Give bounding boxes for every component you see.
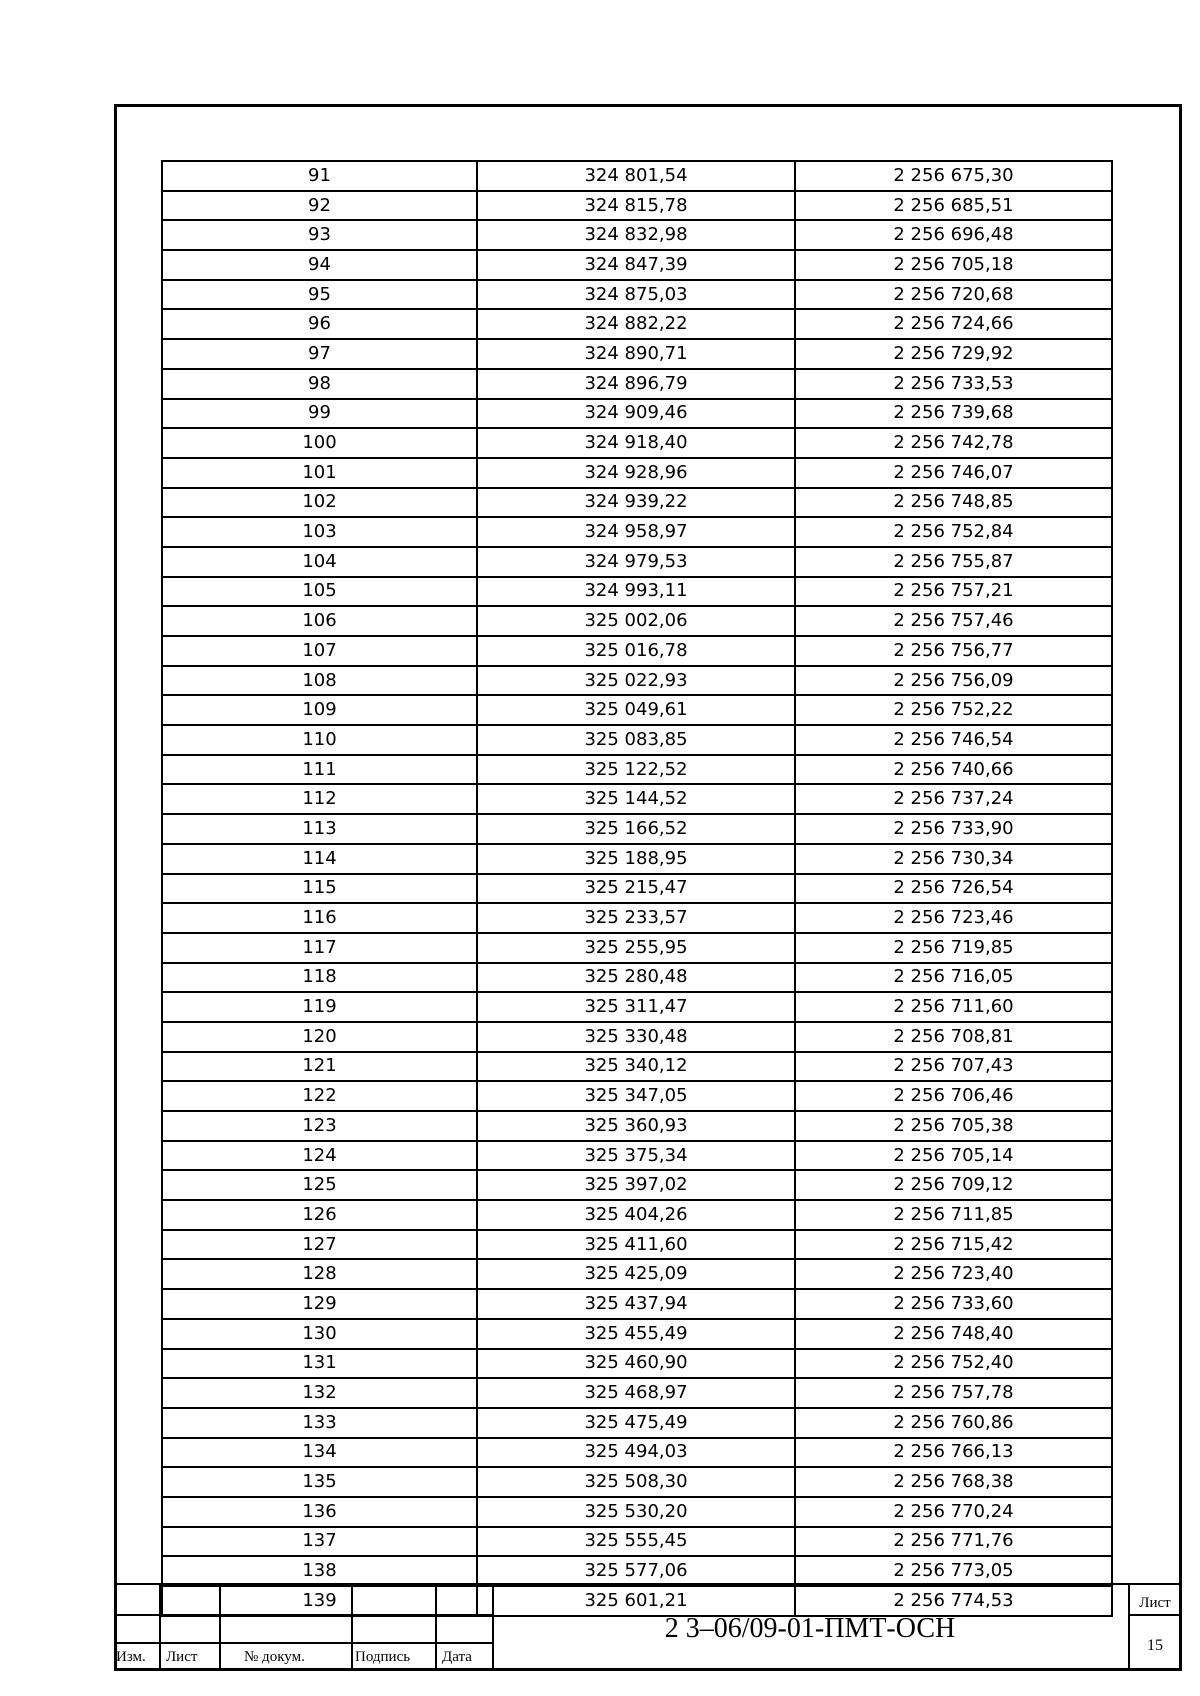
- point-number-cell: 108: [162, 666, 477, 696]
- table-row: [162, 1289, 1112, 1319]
- point-number-cell: 139: [162, 1586, 477, 1616]
- y-coordinate-cell: 2 256 724,66: [795, 309, 1112, 339]
- point-number-cell: 105: [162, 577, 477, 607]
- x-coordinate-cell: 324 896,79: [477, 369, 795, 399]
- point-number-cell: 94: [162, 250, 477, 280]
- y-coordinate-cell: 2 256 705,14: [795, 1141, 1112, 1171]
- coordinates-table-body: [162, 161, 1112, 1616]
- stamp-col-izm: Изм.: [116, 1649, 146, 1665]
- y-coordinate-cell: 2 256 739,68: [795, 399, 1112, 429]
- coordinates-table: [161, 160, 1113, 1617]
- point-number-cell: 130: [162, 1319, 477, 1349]
- y-coordinate-cell: 2 256 752,84: [795, 517, 1112, 547]
- x-coordinate-cell: 325 404,26: [477, 1200, 795, 1230]
- y-coordinate-cell: 2 256 716,05: [795, 963, 1112, 993]
- x-coordinate-cell: 324 875,03: [477, 280, 795, 310]
- table-row: [162, 1408, 1112, 1438]
- x-coordinate-cell: 324 890,71: [477, 339, 795, 369]
- y-coordinate-cell: 2 256 708,81: [795, 1022, 1112, 1052]
- y-coordinate-cell: 2 256 770,24: [795, 1497, 1112, 1527]
- x-coordinate-cell: 325 233,57: [477, 903, 795, 933]
- x-coordinate-cell: 325 144,52: [477, 784, 795, 814]
- y-coordinate-cell: 2 256 755,87: [795, 547, 1112, 577]
- point-number-cell: 135: [162, 1467, 477, 1497]
- x-coordinate-cell: 324 909,46: [477, 399, 795, 429]
- table-row: [162, 339, 1112, 369]
- y-coordinate-cell: 2 256 757,21: [795, 577, 1112, 607]
- x-coordinate-cell: 325 347,05: [477, 1081, 795, 1111]
- point-number-cell: 119: [162, 992, 477, 1022]
- x-coordinate-cell: 325 330,48: [477, 1022, 795, 1052]
- y-coordinate-cell: 2 256 746,07: [795, 458, 1112, 488]
- point-number-cell: 115: [162, 874, 477, 904]
- x-coordinate-cell: 324 847,39: [477, 250, 795, 280]
- x-coordinate-cell: 325 016,78: [477, 636, 795, 666]
- point-number-cell: 137: [162, 1527, 477, 1557]
- table-row: [162, 814, 1112, 844]
- table-row: [162, 874, 1112, 904]
- point-number-cell: 106: [162, 606, 477, 636]
- table-row: [162, 428, 1112, 458]
- x-coordinate-cell: 325 530,20: [477, 1497, 795, 1527]
- sheet-number: 15: [1147, 1637, 1163, 1654]
- x-coordinate-cell: 325 340,12: [477, 1052, 795, 1082]
- point-number-cell: 114: [162, 844, 477, 874]
- title-block: [114, 1583, 1182, 1671]
- y-coordinate-cell: 2 256 760,86: [795, 1408, 1112, 1438]
- x-coordinate-cell: 325 311,47: [477, 992, 795, 1022]
- y-coordinate-cell: 2 256 733,53: [795, 369, 1112, 399]
- y-coordinate-cell: 2 256 723,46: [795, 903, 1112, 933]
- point-number-cell: 99: [162, 399, 477, 429]
- x-coordinate-cell: 324 993,11: [477, 577, 795, 607]
- point-number-cell: 93: [162, 220, 477, 250]
- x-coordinate-cell: 325 002,06: [477, 606, 795, 636]
- point-number-cell: 111: [162, 755, 477, 785]
- table-row: [162, 1438, 1112, 1468]
- y-coordinate-cell: 2 256 752,22: [795, 695, 1112, 725]
- point-number-cell: 138: [162, 1556, 477, 1586]
- stamp-col-doc: № докум.: [244, 1649, 305, 1665]
- x-coordinate-cell: 325 375,34: [477, 1141, 795, 1171]
- point-number-cell: 118: [162, 963, 477, 993]
- x-coordinate-cell: 325 049,61: [477, 695, 795, 725]
- x-coordinate-cell: 325 460,90: [477, 1349, 795, 1379]
- point-number-cell: 103: [162, 517, 477, 547]
- y-coordinate-cell: 2 256 757,78: [795, 1378, 1112, 1408]
- table-row: [162, 1556, 1112, 1586]
- y-coordinate-cell: 2 256 715,42: [795, 1230, 1112, 1260]
- y-coordinate-cell: 2 256 756,09: [795, 666, 1112, 696]
- point-number-cell: 132: [162, 1378, 477, 1408]
- table-row: [162, 725, 1112, 755]
- table-row: [162, 547, 1112, 577]
- stamp-col-sign: Подпись: [355, 1649, 411, 1665]
- y-coordinate-cell: 2 256 711,60: [795, 992, 1112, 1022]
- table-row: [162, 309, 1112, 339]
- table-row: [162, 1467, 1112, 1497]
- point-number-cell: 121: [162, 1052, 477, 1082]
- x-coordinate-cell: 324 979,53: [477, 547, 795, 577]
- table-row: [162, 666, 1112, 696]
- y-coordinate-cell: 2 256 685,51: [795, 191, 1112, 221]
- y-coordinate-cell: 2 256 723,40: [795, 1259, 1112, 1289]
- y-coordinate-cell: 2 256 748,40: [795, 1319, 1112, 1349]
- table-row: [162, 1022, 1112, 1052]
- point-number-cell: 133: [162, 1408, 477, 1438]
- x-coordinate-cell: 325 022,93: [477, 666, 795, 696]
- point-number-cell: 129: [162, 1289, 477, 1319]
- table-row: [162, 1052, 1112, 1082]
- table-row: [162, 191, 1112, 221]
- table-row: [162, 1349, 1112, 1379]
- stamp-col-list: Лист: [166, 1649, 198, 1665]
- x-coordinate-cell: 325 494,03: [477, 1438, 795, 1468]
- table-row: [162, 161, 1112, 191]
- y-coordinate-cell: 2 256 756,77: [795, 636, 1112, 666]
- table-row: [162, 606, 1112, 636]
- y-coordinate-cell: 2 256 740,66: [795, 755, 1112, 785]
- y-coordinate-cell: 2 256 748,85: [795, 488, 1112, 518]
- point-number-cell: 104: [162, 547, 477, 577]
- x-coordinate-cell: 325 555,45: [477, 1527, 795, 1557]
- x-coordinate-cell: 324 801,54: [477, 161, 795, 191]
- y-coordinate-cell: 2 256 726,54: [795, 874, 1112, 904]
- table-row: [162, 695, 1112, 725]
- y-coordinate-cell: 2 256 742,78: [795, 428, 1112, 458]
- x-coordinate-cell: 324 928,96: [477, 458, 795, 488]
- y-coordinate-cell: 2 256 757,46: [795, 606, 1112, 636]
- table-row: [162, 1200, 1112, 1230]
- y-coordinate-cell: 2 256 720,68: [795, 280, 1112, 310]
- point-number-cell: 117: [162, 933, 477, 963]
- y-coordinate-cell: 2 256 696,48: [795, 220, 1112, 250]
- y-coordinate-cell: 2 256 773,05: [795, 1556, 1112, 1586]
- table-row: [162, 220, 1112, 250]
- x-coordinate-cell: 325 468,97: [477, 1378, 795, 1408]
- y-coordinate-cell: 2 256 768,38: [795, 1467, 1112, 1497]
- x-coordinate-cell: 325 215,47: [477, 874, 795, 904]
- y-coordinate-cell: 2 256 766,13: [795, 1438, 1112, 1468]
- x-coordinate-cell: 325 083,85: [477, 725, 795, 755]
- table-row: [162, 1319, 1112, 1349]
- x-coordinate-cell: 324 939,22: [477, 488, 795, 518]
- table-row: [162, 488, 1112, 518]
- stamp-col-date: Дата: [442, 1649, 472, 1665]
- table-row: [162, 1497, 1112, 1527]
- point-number-cell: 136: [162, 1497, 477, 1527]
- point-number-cell: 107: [162, 636, 477, 666]
- table-row: [162, 844, 1112, 874]
- point-number-cell: 97: [162, 339, 477, 369]
- y-coordinate-cell: 2 256 752,40: [795, 1349, 1112, 1379]
- point-number-cell: 91: [162, 161, 477, 191]
- point-number-cell: 95: [162, 280, 477, 310]
- y-coordinate-cell: 2 256 705,18: [795, 250, 1112, 280]
- x-coordinate-cell: 325 255,95: [477, 933, 795, 963]
- table-row: [162, 517, 1112, 547]
- x-coordinate-cell: 325 508,30: [477, 1467, 795, 1497]
- y-coordinate-cell: 2 256 733,90: [795, 814, 1112, 844]
- y-coordinate-cell: 2 256 711,85: [795, 1200, 1112, 1230]
- table-row: [162, 992, 1112, 1022]
- x-coordinate-cell: 325 577,06: [477, 1556, 795, 1586]
- x-coordinate-cell: 325 360,93: [477, 1111, 795, 1141]
- x-coordinate-cell: 325 475,49: [477, 1408, 795, 1438]
- x-coordinate-cell: 325 455,49: [477, 1319, 795, 1349]
- table-row: [162, 458, 1112, 488]
- table-row: [162, 636, 1112, 666]
- table-row: [162, 577, 1112, 607]
- point-number-cell: 116: [162, 903, 477, 933]
- table-row: [162, 933, 1112, 963]
- y-coordinate-cell: 2 256 707,43: [795, 1052, 1112, 1082]
- x-coordinate-cell: 324 882,22: [477, 309, 795, 339]
- point-number-cell: 134: [162, 1438, 477, 1468]
- y-coordinate-cell: 2 256 719,85: [795, 933, 1112, 963]
- table-row: [162, 1141, 1112, 1171]
- point-number-cell: 102: [162, 488, 477, 518]
- table-row: [162, 369, 1112, 399]
- table-row: [162, 1378, 1112, 1408]
- y-coordinate-cell: 2 256 771,76: [795, 1527, 1112, 1557]
- x-coordinate-cell: 325 437,94: [477, 1289, 795, 1319]
- x-coordinate-cell: 324 918,40: [477, 428, 795, 458]
- table-row: [162, 1527, 1112, 1557]
- point-number-cell: 125: [162, 1170, 477, 1200]
- table-row: [162, 784, 1112, 814]
- document-code: 2 3–06/09-01-ПМТ-ОСН: [664, 1613, 956, 1644]
- point-number-cell: 100: [162, 428, 477, 458]
- point-number-cell: 128: [162, 1259, 477, 1289]
- y-coordinate-cell: 2 256 733,60: [795, 1289, 1112, 1319]
- x-coordinate-cell: 324 958,97: [477, 517, 795, 547]
- table-row: [162, 399, 1112, 429]
- point-number-cell: 122: [162, 1081, 477, 1111]
- table-row: [162, 1111, 1112, 1141]
- x-coordinate-cell: 324 832,98: [477, 220, 795, 250]
- y-coordinate-cell: 2 256 675,30: [795, 161, 1112, 191]
- x-coordinate-cell: 324 815,78: [477, 191, 795, 221]
- point-number-cell: 126: [162, 1200, 477, 1230]
- table-row: [162, 1170, 1112, 1200]
- table-row: [162, 1081, 1112, 1111]
- x-coordinate-cell: 325 280,48: [477, 963, 795, 993]
- y-coordinate-cell: 2 256 705,38: [795, 1111, 1112, 1141]
- table-row: [162, 1259, 1112, 1289]
- y-coordinate-cell: 2 256 737,24: [795, 784, 1112, 814]
- point-number-cell: 96: [162, 309, 477, 339]
- point-number-cell: 124: [162, 1141, 477, 1171]
- point-number-cell: 120: [162, 1022, 477, 1052]
- point-number-cell: 101: [162, 458, 477, 488]
- y-coordinate-cell: 2 256 709,12: [795, 1170, 1112, 1200]
- table-row: [162, 250, 1112, 280]
- y-coordinate-cell: 2 256 729,92: [795, 339, 1112, 369]
- point-number-cell: 112: [162, 784, 477, 814]
- x-coordinate-cell: 325 425,09: [477, 1259, 795, 1289]
- point-number-cell: 98: [162, 369, 477, 399]
- point-number-cell: 110: [162, 725, 477, 755]
- table-row: [162, 963, 1112, 993]
- table-row: [162, 1230, 1112, 1260]
- point-number-cell: 92: [162, 191, 477, 221]
- x-coordinate-cell: 325 601,21: [477, 1586, 795, 1616]
- point-number-cell: 123: [162, 1111, 477, 1141]
- point-number-cell: 113: [162, 814, 477, 844]
- y-coordinate-cell: 2 256 730,34: [795, 844, 1112, 874]
- x-coordinate-cell: 325 122,52: [477, 755, 795, 785]
- y-coordinate-cell: 2 256 706,46: [795, 1081, 1112, 1111]
- x-coordinate-cell: 325 411,60: [477, 1230, 795, 1260]
- sheet-label: Лист: [1139, 1595, 1171, 1611]
- table-row: [162, 280, 1112, 310]
- x-coordinate-cell: 325 166,52: [477, 814, 795, 844]
- table-row: [162, 755, 1112, 785]
- point-number-cell: 109: [162, 695, 477, 725]
- x-coordinate-cell: 325 188,95: [477, 844, 795, 874]
- y-coordinate-cell: 2 256 774,53: [795, 1586, 1112, 1616]
- y-coordinate-cell: 2 256 746,54: [795, 725, 1112, 755]
- point-number-cell: 131: [162, 1349, 477, 1379]
- table-row: [162, 903, 1112, 933]
- x-coordinate-cell: 325 397,02: [477, 1170, 795, 1200]
- point-number-cell: 127: [162, 1230, 477, 1260]
